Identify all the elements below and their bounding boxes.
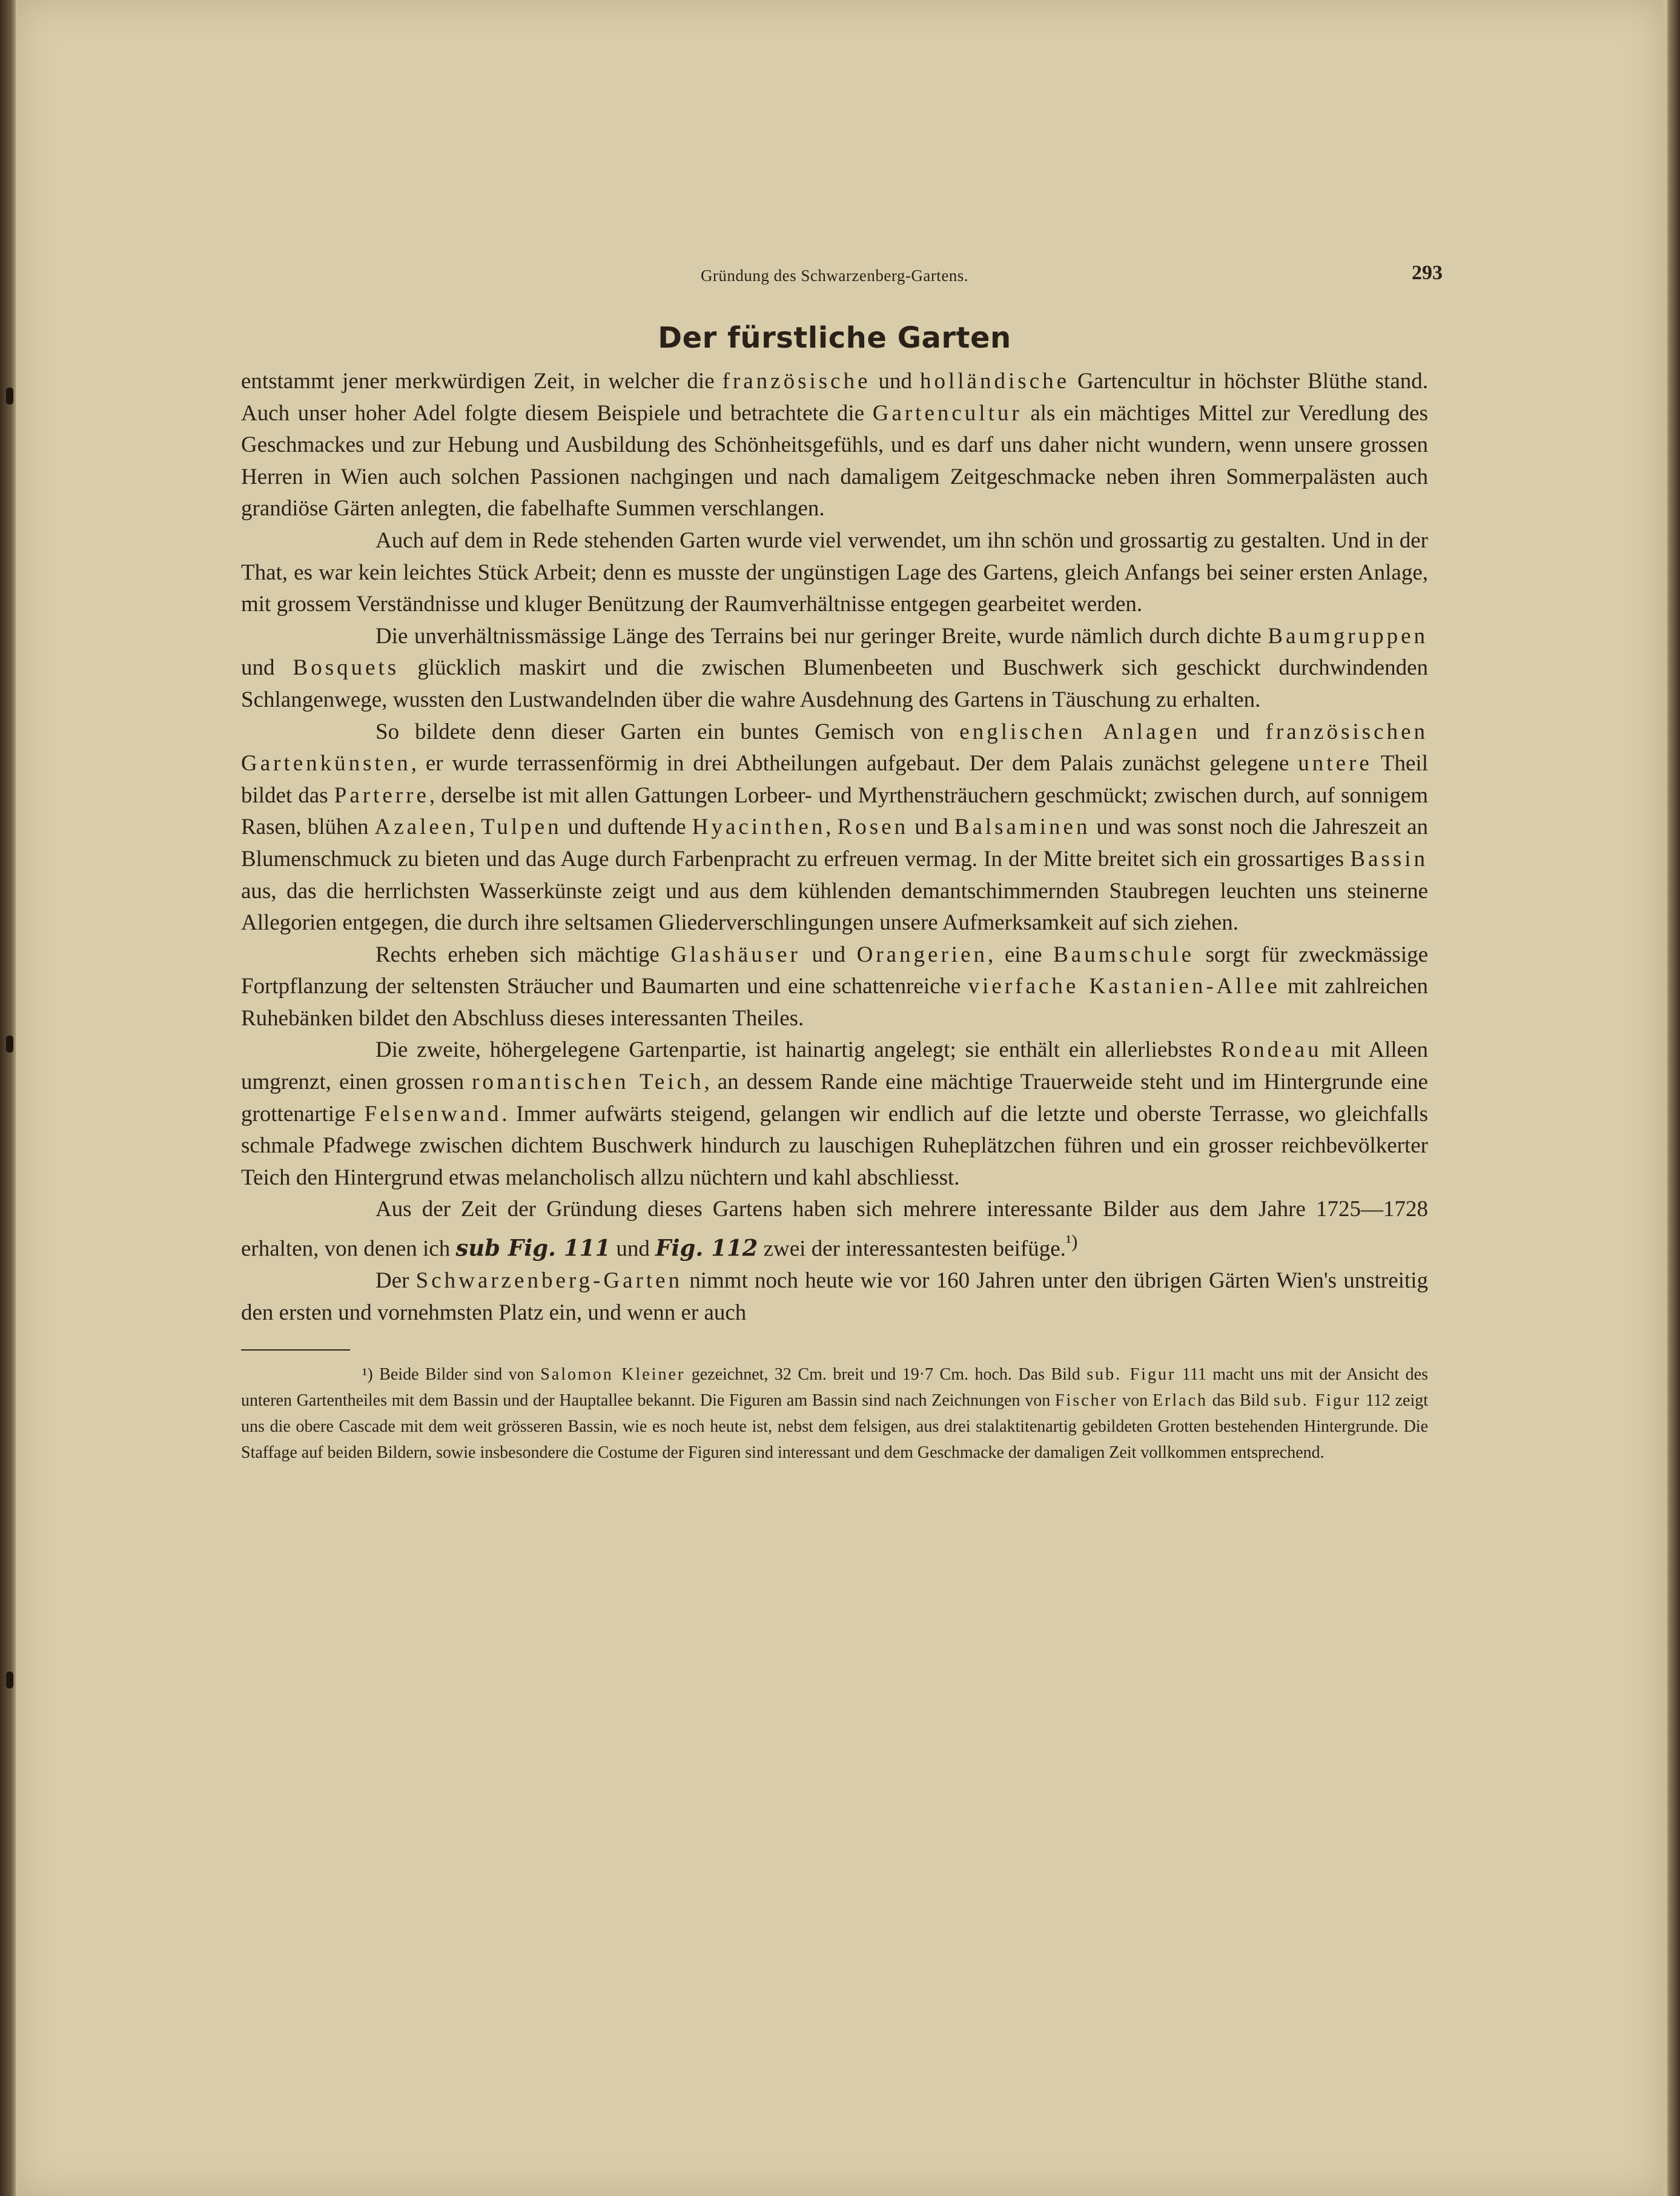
paragraph: Rechts erheben sich mächtige Glashäuser und Orangerien, eine Baumschule sorgt für zweckmässige Fortpflanzung der seltensten Sträucher und Baumarten und eine schattenreiche vierfache Kastanien-Allee mit zahlreichen Ruhebänken bildet den Abschluss dieses interessanten Theiles. [241,942,1429,1031]
figure-reference: Fig. 112 [655,1234,758,1262]
paragraph: Die zweite, höhergelegene Gartenpartie, ist hainartig angelegt; sie enthält ein allerliebstes Rondeau mit Alleen umgrenzt, einen grossen romantischen Teich, an dessem Rande eine mächtige Trauerweide steht und im Hintergrunde eine grottenartige Felsenwand. Immer aufwärts steigend, gelangen wir endlich auf die letzte und oberste Terrasse, wo gleichfalls schmale Pfadwege zwischen dichtem Buschwerk hindurch zu lauschigen Ruheplätzchen führen und ein grosser reichbevölkerter Teich den Hintergrund etwas melancholisch allzu nüchtern und kahl abschliesst. [241,1037,1428,1190]
running-head [241,260,1443,303]
footnote: ¹) Beide Bilder sind von Salomon Kleiner gezeichnet, 32 Cm. breit und 19·7 Cm. hoch. Das Bild sub. Figur 111 macht uns mit der Ansicht des unteren Gartentheiles mit dem Bassin und der Hauptallee bekannt. Die Figuren am Bassin sind nach Zeichnungen von Fischer von Erlach das Bild sub. Figur 112 zeigt uns die obere Cascade mit dem weit grösseren Bassin, wie es noch heute ist, nebst dem felsigen, aus drei stalaktitenartig gebildeten Grotten bestehenden Hintergrunde. Die Staffage auf beiden Bildern, sowie insbesondere die Costume der Figuren sind interessant und dem Geschmacke der damaligen Zeit vollkommen entsprechend. [241,1365,1429,1463]
paragraph: Die unverhältnissmässige Länge des Terrains bei nur geringer Breite, wurde nämlich durch dichte Baumgruppen und Bosquets glücklich maskirt und die zwischen Blumenbeeten und Buschwerk sich geschickt durchwindenden Schlangenwege, wussten den Lustwandelnden über die wahre Ausdehnung des Gartens in Täuschung zu erhalten. [241,623,1428,712]
body-text [241,366,1428,1329]
paragraph: Aus der Zeit der Gründung dieses Gartens haben sich mehrere interessante Bilder aus dem Jahre 1725—1728 erhalten, von denen ich sub Fig. 111 und Fig. 112 zwei der interessantesten beifüge.$^{^1)}$ [241,1197,1428,1262]
paragraph: Auch auf dem in Rede stehenden Garten wurde viel verwendet, um ihn schön und grossartig zu gestalten. Und in der That, es war kein leichtes Stück Arbeit; denn es musste der ungünstigen Lage des Gartens, gleich Anfangs bei seiner ersten Anlage, mit grossem Verständnisse und kluger Benützung der Raumverhältnisse entgegen gearbeitet werden. [241,528,1428,617]
paragraph: entstammt jener merkwürdigen Zeit, in welcher die französische und holländische Gartencultur in höchster Blüthe stand. Auch unser hoher Adel folgte diesem Beispiele und betrachtete die Gartencultur als ein mächtiges Mittel zur Veredlung des Geschmackes und zur Hebung und Ausbildung des Schönheitsgefühls, und es darf uns daher nicht wundern, wenn unsere grossen Herren in Wien auch solchen Passionen nachgingen und nach damaligem Zeitgeschmacke neben ihren Sommerpalästen auch grandiöse Gärten anlegten, die fabelhafte Summen verschlangen. [241,369,1429,521]
book-page [17,0,1663,2196]
binding-thread [6,1036,13,1053]
page-number: 293 [1412,262,1443,284]
running-title: Gründung des Schwarzenberg-Gartens. [700,266,969,285]
binding-thread [6,1672,13,1688]
footnote-marker: ¹) [1065,1231,1078,1252]
page-edge [1667,0,1680,2196]
book-binding [0,0,16,2196]
footnote-rule [241,1349,350,1351]
paragraph: So bildete denn dieser Garten ein buntes Gemisch von englischen Anlagen und französischen Gartenkünsten, er wurde terrassenförmig in drei Abtheilungen aufgebaut. Der dem Palais zunächst gelegene untere Theil bildet das Parterre, derselbe ist mit allen Gattungen Lorbeer- und Myrthensträuchern geschmückt; zwischen durch, auf sonnigem Rasen, blühen Azaleen, Tulpen und duftende Hyacinthen, Rosen und Balsaminen und was sonst noch die Jahreszeit an Blumenschmuck zu bieten und das Auge durch Farbenpracht zu erfreuen vermag. In der Mitte breitet sich ein grossartiges Bassin aus, das die herrlichsten Wasserkünste zeigt und aus dem kühlenden demantschimmernden Staubregen leuchten uns steinerne Allegorien entgegen, die durch ihre seltsamen Gliederverschlingungen unsere Aufmerksamkeit auf sich ziehen. [241,719,1429,936]
section-heading: Der fürstliche Garten [658,321,1011,355]
figure-reference: sub Fig. 111 [455,1234,611,1262]
paragraph: Der Schwarzenberg-Garten nimmt noch heute wie vor 160 Jahren unter den übrigen Gärten Wien's unstreitig den ersten und vornehmsten Platz ein, und wenn er auch [241,1268,1428,1325]
binding-thread [6,388,13,405]
text-block [241,260,1443,1466]
